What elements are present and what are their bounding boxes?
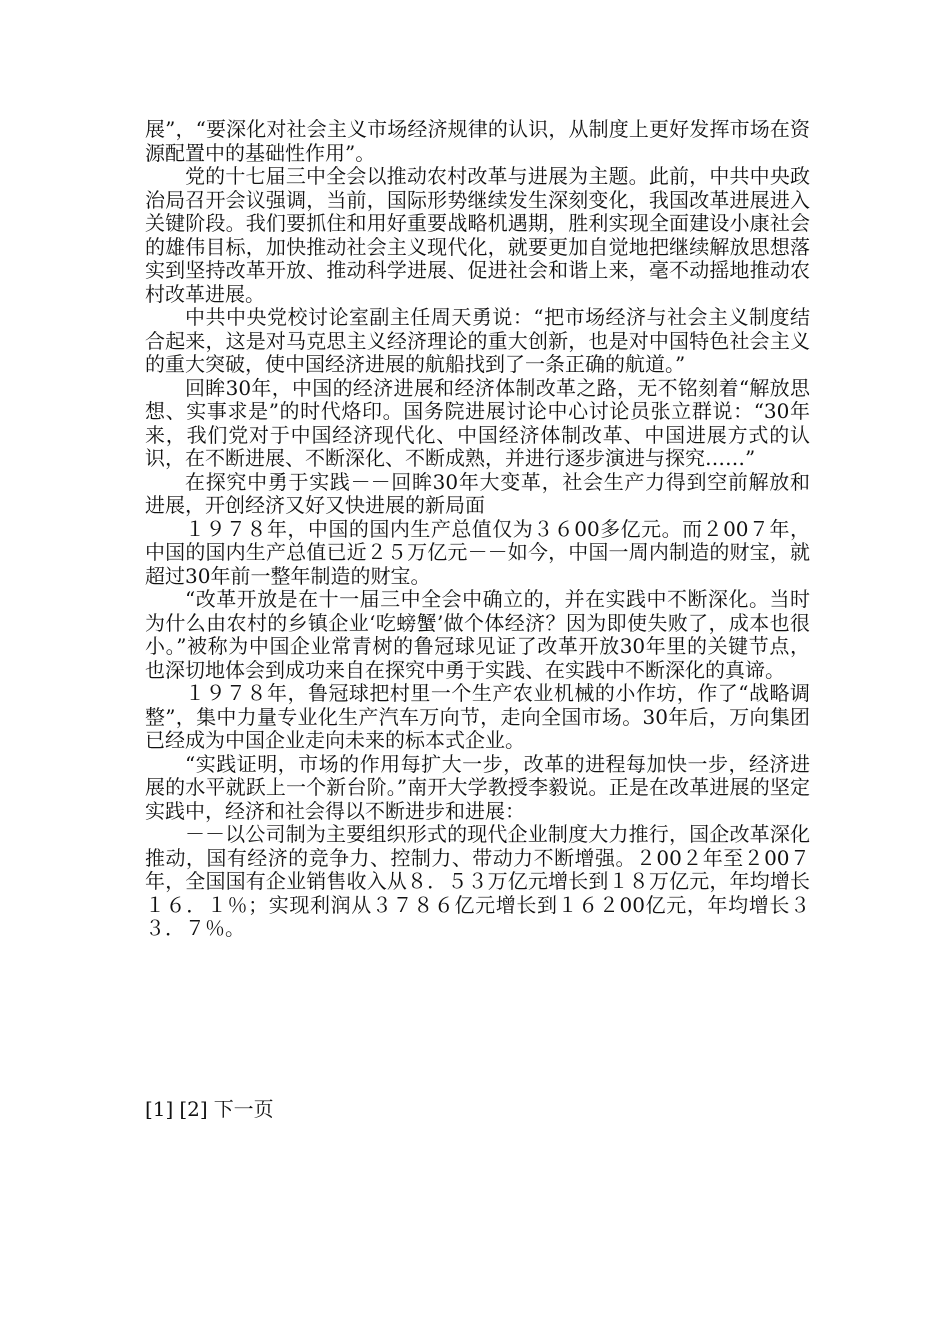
paragraph-1: 展”，“要深化对社会主义市场经济规律的认识，从制度上更好发挥市场在资源配置中的基础性作用”。 [145, 117, 810, 165]
paragraph-3: 中共中央党校讨论室副主任周天勇说：“把市场经济与社会主义制度结合起来，这是对马克思主义经济理论的重大创新，也是对中国特色社会主义的重大突破，使中国经济进展的航船找到了一条正确的航道。” [145, 305, 810, 376]
paragraph-10: －－以公司制为主要组织形式的现代企业制度大力推行，国企改革深化推动，国有经济的竞争力、控制力、带动力不断增强。２00２年至２00７年，全国国有企业销售收入从８．５３万亿元增长到１８万亿元，年均增长１６．１％；实现利润从３７８６亿元增长到１６２00亿元，年均增长３３．７％。 [145, 822, 810, 940]
paragraph-2: 党的十七届三中全会以推动农村改革与进展为主题。此前，中共中央政治局召开会议强调，当前，国际形势继续发生深刻变化，我国改革进展进入关键阶段。我们要抓住和用好重要战略机遇期，胜利实现全面建设小康社会的雄伟目标，加快推动社会主义现代化，就要更加自觉地把继续解放思想落实到坚持改革开放、推动科学进展、促进社会和谐上来，毫不动摇地推动农村改革进展。 [145, 164, 810, 306]
paragraph-8: １９７８年，鲁冠球把村里一个生产农业机械的小作坊，作了“战略调整”，集中力量专业化生产汽车万向节，走向全国市场。30年后，万向集团已经成为中国企业走向未来的标本式企业。 [145, 681, 810, 752]
paragraph-6: １９７８年，中国的国内生产总值仅为３６00多亿元。而２00７年，中国的国内生产总值已近２５万亿元－－如今，中国一周内制造的财宝，就超过30年前一整年制造的财宝。 [145, 516, 810, 588]
page-link-2[interactable]: [2] [179, 1097, 208, 1121]
paragraph-9: “实践证明，市场的作用每扩大一步，改革的进程每加快一步，经济进展的水平就跃上一个新台阶。”南开大学教授李毅说。正是在改革进展的坚定实践中，经济和社会得以不断进步和进展： [145, 751, 810, 823]
paragraph-4: 回眸30年，中国的经济进展和经济体制改革之路，无不铭刻着“解放思想、实事求是”的时代烙印。国务院进展讨论中心讨论员张立群说：“30年来，我们党对于中国经济现代化、中国经济体制改革、中国进展方式的认识，在不断进展、不断深化、不断成熟，并进行逐步演进与探究……” [145, 375, 810, 470]
paragraph-5: 在探究中勇于实践－－回眸30年大变革，社会生产力得到空前解放和进展，开创经济又好又快进展的新局面 [145, 469, 810, 517]
next-page-link[interactable]: 下一页 [213, 1097, 274, 1121]
pagination [145, 1097, 280, 1121]
paragraph-7: “改革开放是在十一届三中全会中确立的，并在实践中不断深化。当时为什么由农村的乡镇企业‘吃螃蟹’做个体经济？因为即使失败了，成本也很小。”被称为中国企业常青树的鲁冠球见证了改革开放30年里的关键节点，也深切地体会到成功来自在探究中勇于实践、在实践中不断深化的真谛。 [145, 587, 810, 682]
document-body [145, 118, 810, 941]
page-link-1[interactable]: [1] [145, 1097, 174, 1121]
